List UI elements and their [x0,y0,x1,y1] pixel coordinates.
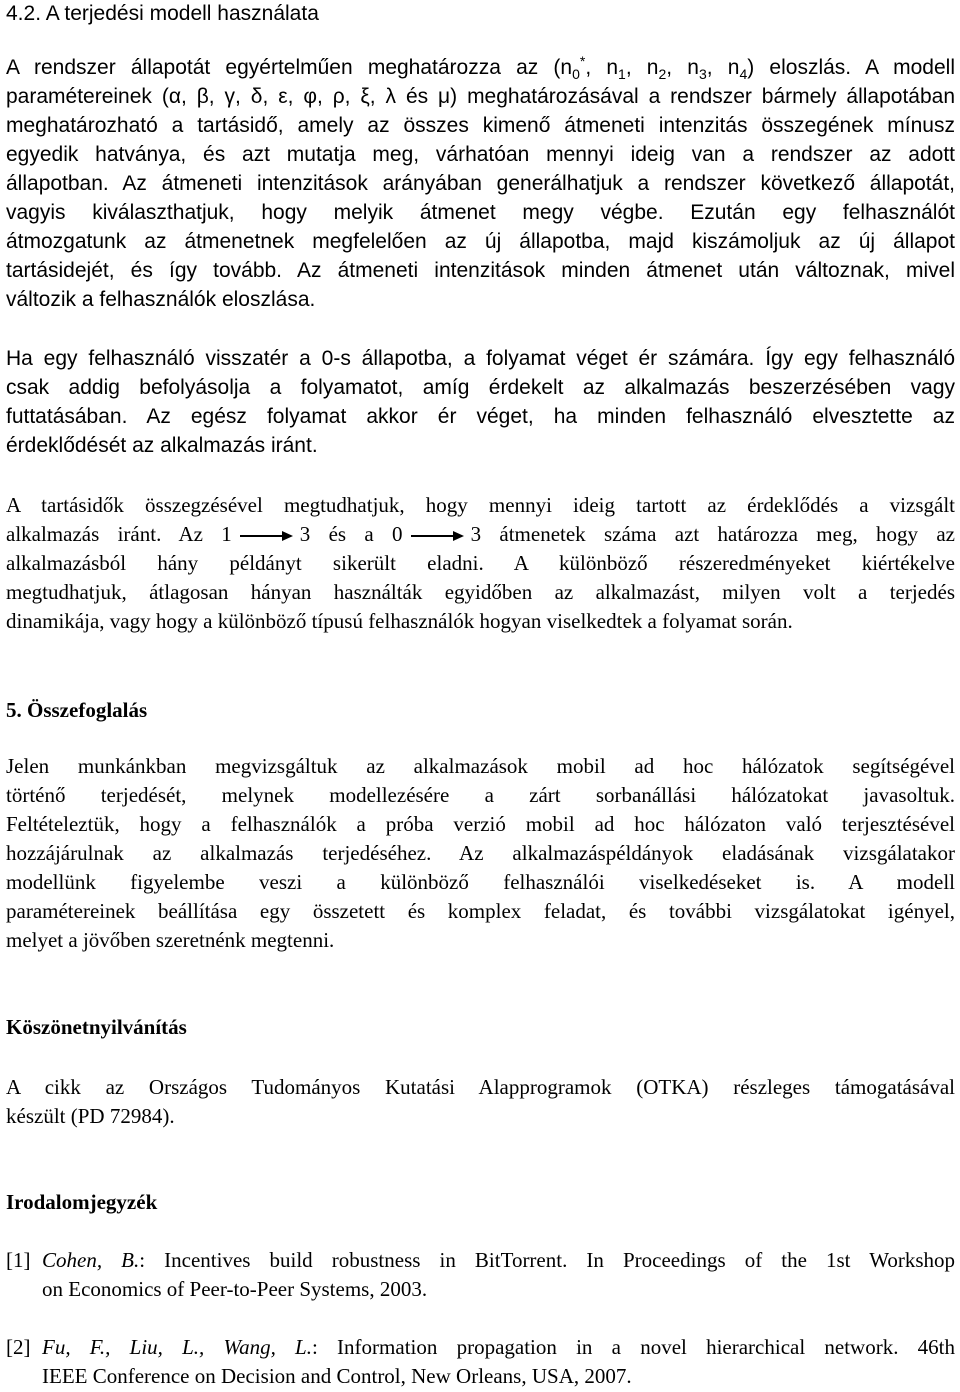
reference-number: [2] [6,1335,31,1359]
text-line: A cikk az Országos Tudományos Kutatási Alapprogramok (OTKA) részleges támogatásával [6,1075,955,1099]
text-line: Feltételeztük, hogy a felhasználók a próba verzió mobil ad hoc hálózaton való terjesztésével [6,812,955,836]
text-line: állapotban. Az átmeneti intenzitások arányában generálhatjuk a rendszer következő állapotát, [6,172,955,195]
text-line: melyet a jövőben szeretnénk megtenni. [6,928,335,952]
text-line: A tartásidők összegzésével megtudhatjuk, hogy mennyi ideig tartott az érdeklődés a vizsgált [6,493,955,517]
text-line: Ha egy felhasználó visszatér a 0-s állapotba, a folyamat véget ér számára. Így egy felhasználó [6,347,955,370]
reference-text: IEEE Conference on Decision and Control, New Orleans, USA, 2007. [42,1364,632,1388]
paragraph-summary [6,752,955,955]
text-line: történő terjedését, melynek modellezésére a zárt sorbanállási hálózatokat javasoltuk. [6,783,955,807]
reference-text: on Economics of Peer-to-Peer Systems, 2003. [42,1277,428,1301]
reference-text: : Information propagation in a novel hierarchical network. 46th [312,1335,956,1359]
paragraph-return-to-zero [6,344,955,460]
text-line [6,1246,955,1275]
text-line: modellünk figyelembe veszi a különböző felhasználói viselkedéseket is. A modell [6,870,955,894]
text-line: csak addig befolyásolja a folyamatot, amíg érdekelt az alkalmazás beszerzésében vagy [6,376,955,399]
text-line: futtatásában. Az egész folyamat akkor ér véget, ha minden felhasználó elvesztette az [6,405,955,428]
paragraph-holding-times [6,491,955,636]
text-line: megtudhatjuk, átlagosan hányan használták egyidőben az alkalmazást, milyen volt a terjedés [6,580,955,604]
text-line [6,1333,955,1362]
arrow-right-icon [409,529,465,543]
acknowledgement-text [6,1073,955,1131]
arrow-right-icon [238,529,294,543]
text-line: érdeklődését az alkalmazás iránt. [6,434,318,457]
reference-item [6,1246,955,1304]
text-line: dinamikája, vagy hogy a különböző típusú felhasználók hogyan viselkedtek a folyamat során. [6,609,793,633]
text-line: készült (PD 72984). [6,1104,175,1128]
paragraph-model-usage [6,53,955,314]
text-line: alkalmazás iránt. Az 1 3 és a 0 3 átmenetek száma azt határozza meg, hogy az [6,522,955,546]
reference-authors: Fu, F., Liu, L., Wang, L. [42,1335,312,1359]
reference-authors: Cohen, B. [42,1248,140,1272]
reference-item [6,1333,955,1391]
text-line: Jelen munkánkban megvizsgáltuk az alkalmazások mobil ad hoc hálózatok segítségével [6,754,955,778]
section-heading-4-2: 4.2. A terjedési modell használata [6,2,319,25]
reference-text: : Incentives build robustness in BitTorrent. In Proceedings of the 1st Workshop [139,1248,955,1272]
text-line: hozzájárulnak az alkalmazás terjedéséhez. Az alkalmazáspéldányok eladásának vizsgálatakor [6,841,955,865]
text-line: változik a felhasználók eloszlása. [6,288,316,311]
text-line: vagyis kiválaszthatjuk, hogy melyik átmenet megy végbe. Ezután egy felhasználót [6,201,955,224]
text-line: A rendszer állapotát egyértelműen meghatározza az ($n_0^*$, $n_1$, $n_2$, $n_3$, $n_4$) eloszlás. A modell [6,53,955,83]
text-line: paramétereinek beállítása egy összetett és komplex feladat, és további vizsgálatokat igényel, [6,899,955,923]
acknowledgement-heading: Köszönetnyilvánítás [6,1015,187,1039]
text-line: paramétereinek (α, β, γ, δ, ε, φ, ρ, ξ, λ és μ) meghatározásával a rendszer bármely állapotában [6,85,955,108]
section-heading-5: 5. Összefoglalás [6,698,148,722]
text-line: átmozgatunk az átmenetnek megfelelően az új állapotba, majd kiszámoljuk az új állapot [6,230,955,253]
text-line: alkalmazásból hány példányt sikerült eladni. A különböző részeredményeket kiértékelve [6,551,955,575]
text-line: egyedik hatványa, és azt mutatja meg, várhatóan mennyi ideig van a rendszer az adott [6,143,955,166]
references-heading: Irodalomjegyzék [6,1190,158,1214]
reference-number: [1] [6,1248,31,1272]
text-line: tartásidejét, és így tovább. Az átmeneti intenzitások minden átmenet után változnak, mivel [6,259,955,282]
text-line: meghatározható a tartásidő, amely az összes kimenő átmeneti intenzitás összegének mínusz [6,114,955,137]
